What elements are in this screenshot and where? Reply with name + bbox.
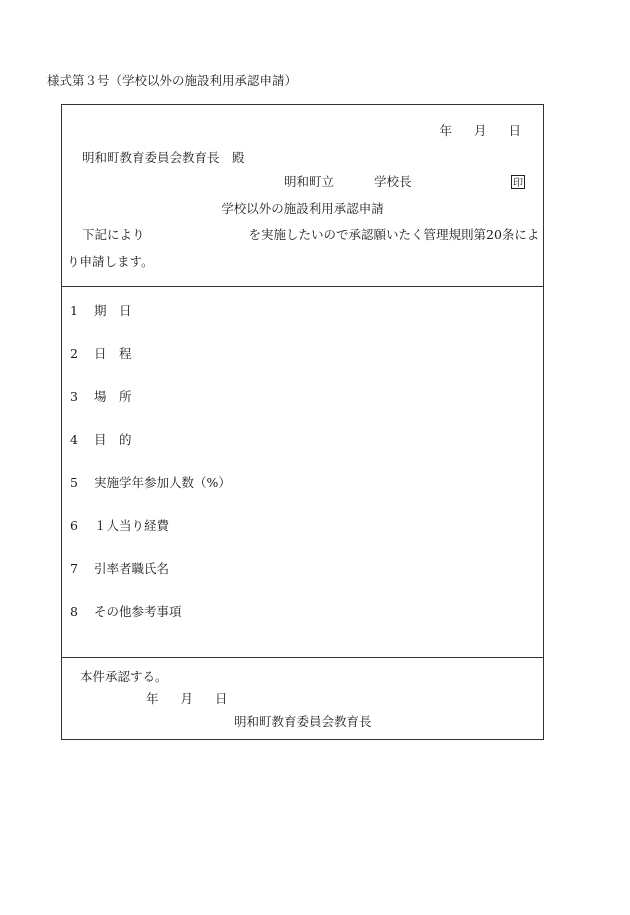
seal-label: 印 bbox=[513, 178, 523, 189]
body-text-line1 bbox=[82, 227, 539, 243]
approval-date-month: 月 bbox=[180, 691, 194, 706]
approval-date bbox=[146, 691, 228, 707]
list-item bbox=[70, 389, 132, 405]
item-number: 1 bbox=[70, 303, 78, 318]
approval-text: 本件承認する。 bbox=[80, 669, 168, 684]
item-number: 3 bbox=[70, 389, 78, 404]
body-text-line2: り申請します。 bbox=[67, 254, 154, 269]
date-year: 年 bbox=[439, 123, 452, 138]
approval-section bbox=[62, 657, 543, 739]
item-label: 引率者職氏名 bbox=[94, 561, 170, 576]
item-number: 5 bbox=[70, 475, 78, 490]
approver: 明和町教育委員会教育長 bbox=[234, 714, 372, 729]
list-item bbox=[70, 432, 132, 448]
seal-mark bbox=[511, 175, 525, 192]
date-month: 月 bbox=[473, 123, 487, 138]
approval-date-day: 日 bbox=[215, 691, 228, 706]
sender bbox=[284, 174, 412, 190]
list-item bbox=[70, 561, 169, 577]
list-item bbox=[70, 303, 132, 319]
list-item bbox=[70, 518, 169, 534]
item-label: 目 的 bbox=[94, 432, 132, 447]
list-item bbox=[70, 475, 231, 491]
item-label: 期 日 bbox=[94, 303, 132, 318]
item-number: 4 bbox=[70, 432, 78, 447]
addressee: 明和町教育委員会教育長 殿 bbox=[82, 150, 245, 165]
item-number: 7 bbox=[70, 561, 78, 576]
item-label: その他参考事項 bbox=[94, 604, 182, 619]
item-number: 8 bbox=[70, 604, 78, 619]
application-date bbox=[439, 123, 521, 139]
approval-date-year: 年 bbox=[146, 691, 159, 706]
list-item bbox=[70, 346, 132, 362]
item-number: 6 bbox=[70, 518, 78, 533]
item-number: 2 bbox=[70, 346, 78, 361]
body-text-part2: を実施したいので承認願いたく管理規則第20条によ bbox=[248, 227, 540, 242]
item-label: 実施学年参加人数（%） bbox=[94, 475, 231, 490]
item-label: １人当り経費 bbox=[94, 518, 170, 533]
sender-title: 学校長 bbox=[374, 174, 412, 189]
document-title: 学校以外の施設利用承認申請 bbox=[221, 201, 384, 216]
application-header bbox=[62, 105, 543, 287]
item-list bbox=[62, 286, 543, 658]
item-label: 日 程 bbox=[94, 346, 132, 361]
date-day: 日 bbox=[508, 123, 521, 138]
seal-icon bbox=[511, 175, 525, 189]
form-number: 様式第３号（学校以外の施設利用承認申請） bbox=[47, 73, 298, 88]
item-label: 場 所 bbox=[94, 389, 132, 404]
list-item bbox=[70, 604, 182, 620]
application-form bbox=[61, 104, 544, 740]
body-text-part1: 下記により bbox=[82, 227, 145, 242]
sender-school: 明和町立 bbox=[284, 174, 335, 189]
